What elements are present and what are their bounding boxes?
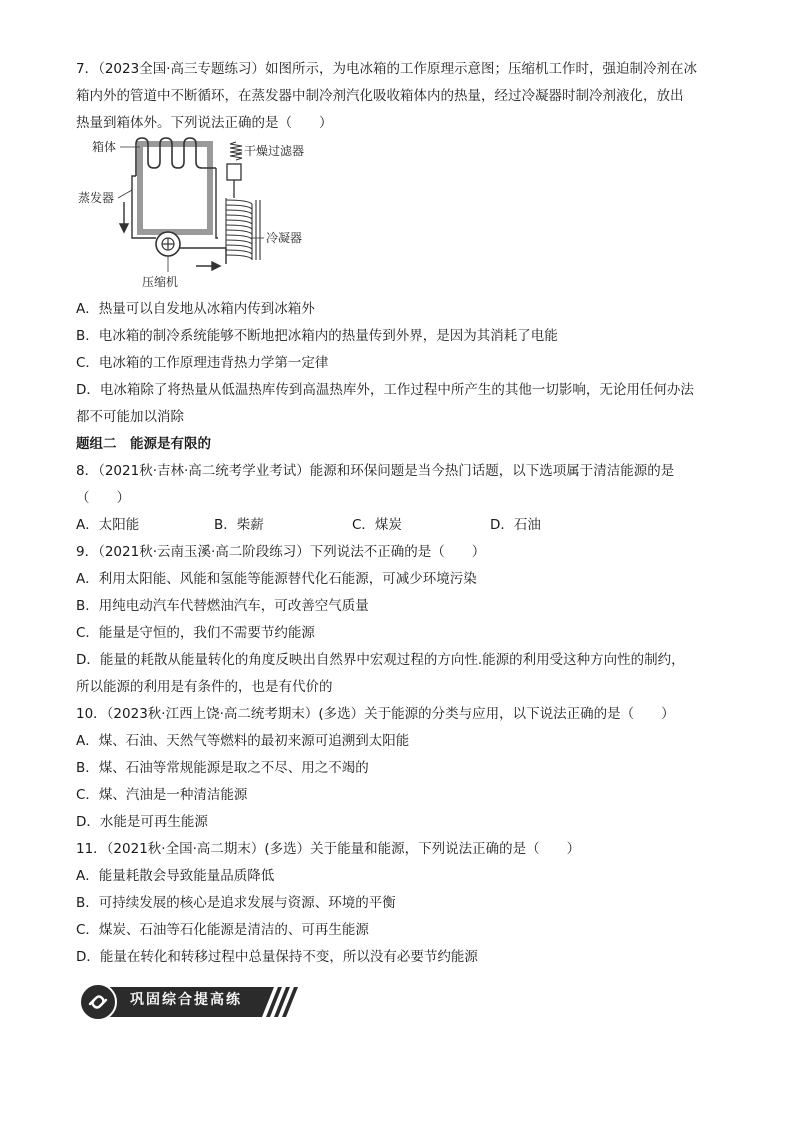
q11-option-c: C．煤炭、石油等石化能源是清洁的、可再生能源	[76, 922, 369, 938]
q10-option-b: B．煤、石油等常规能源是取之不尽、用之不竭的	[76, 760, 369, 776]
q8-stem-line1: 8．（2021秋·吉林·高二统考学业考试）能源和环保问题是当今热门话题，以下选项属于清洁能源的是	[76, 463, 675, 479]
q10-option-d: D．水能是可再生能源	[76, 814, 208, 830]
section-banner-title: 巩固综合提高练	[130, 992, 242, 1008]
q7-option-a: A．热量可以自发地从冰箱内传到冰箱外	[76, 301, 315, 317]
inner-right-tube	[216, 168, 218, 238]
q9-stem: 9．（2021秋·云南玉溪·高二阶段练习）下列说法不正确的是（ ）	[76, 544, 486, 560]
flow-arrow-right	[196, 262, 220, 270]
q9-option-d-line2: 所以能源的利用是有条件的，也是有代价的	[76, 679, 333, 695]
refrigerator-diagram	[76, 134, 316, 294]
q8-stem-line2: （ ）	[76, 490, 130, 506]
label-compressor: 压缩机	[142, 275, 179, 289]
q7-option-d-line2: 都不可能加以消除	[76, 409, 184, 425]
leader-evaporator	[118, 190, 132, 198]
q9-option-b: B．用纯电动汽车代替燃油汽车，可改善空气质量	[76, 598, 369, 614]
q11-option-d: D．能量在转化和转移过程中总量保持不变，所以没有必要节约能源	[76, 949, 478, 965]
q11-option-a: A．能量耗散会导致能量品质降低	[76, 868, 275, 884]
q9-option-d-line1: D．能量的耗散从能量转化的角度反映出自然界中宏观过程的方向性.能源的利用受这种方向性的制约，	[76, 652, 685, 668]
q11-option-b: B．可持续发展的核心是追求发展与资源、环境的平衡	[76, 895, 396, 911]
q7-stem-line1: 7．（2023全国·高三专题练习）如图所示，为电冰箱的工作原理示意图；压缩机工作时，强迫制冷剂在冰	[76, 61, 697, 77]
label-filter: 干燥过滤器	[244, 144, 305, 158]
banner-circle	[80, 984, 116, 1020]
q8-option-a: A．太阳能	[76, 517, 140, 533]
filter-spring	[230, 142, 242, 160]
label-box: 箱体	[92, 140, 117, 154]
label-condenser: 冷凝器	[266, 231, 303, 245]
group2-heading: 题组二 能源是有限的	[76, 436, 211, 452]
q8-option-d: D．石油	[490, 517, 541, 533]
q7-option-b: B．电冰箱的制冷系统能够不断地把冰箱内的热量传到外界，是因为其消耗了电能	[76, 328, 558, 344]
flow-arrow-down	[120, 202, 128, 232]
q10-option-a: A．煤、石油、天然气等燃料的最初来源可追溯到太阳能	[76, 733, 410, 749]
condenser-coil	[226, 198, 260, 264]
q7-option-c: C．电冰箱的工作原理违背热力学第一定律	[76, 355, 329, 371]
q9-option-c: C．能量是守恒的，我们不需要节约能源	[76, 625, 315, 641]
q10-option-c: C．煤、汽油是一种清洁能源	[76, 787, 248, 803]
dryer-filter	[227, 164, 241, 180]
q11-stem: 11．（2021秋·全国·高二期末）(多选）关于能量和能源，下列说法正确的是（ ）	[76, 841, 581, 857]
evaporator-outlet-tube	[132, 176, 156, 238]
q7-stem-line3: 热量到箱体外。下列说法正确的是（ ）	[76, 115, 333, 131]
q8-options-row	[76, 516, 726, 534]
cabinet-box	[140, 144, 210, 232]
q8-option-b: B．柴薪	[214, 517, 264, 533]
q7-option-d-line1: D．电冰箱除了将热量从低温热库传到高温热库外，工作过程中所产生的其他一切影响，无论用任何办法	[76, 382, 694, 398]
q10-stem: 10．（2023秋·江西上饶·高二统考期末）(多选）关于能源的分类与应用，以下说法正确的是（ ）	[76, 706, 675, 722]
q9-option-a: A．利用太阳能、风能和氢能等能源替代化石能源，可减少环境污染	[76, 571, 477, 587]
q7-stem-line2: 箱内外的管道中不断循环，在蒸发器中制冷剂汽化吸收箱体内的热量，经过冷凝器时制冷剂液化，放出	[76, 88, 684, 104]
compressor-to-condenser-tube	[176, 248, 226, 264]
q8-option-c: C．煤炭	[352, 517, 402, 533]
label-evaporator: 蒸发器	[78, 191, 115, 205]
